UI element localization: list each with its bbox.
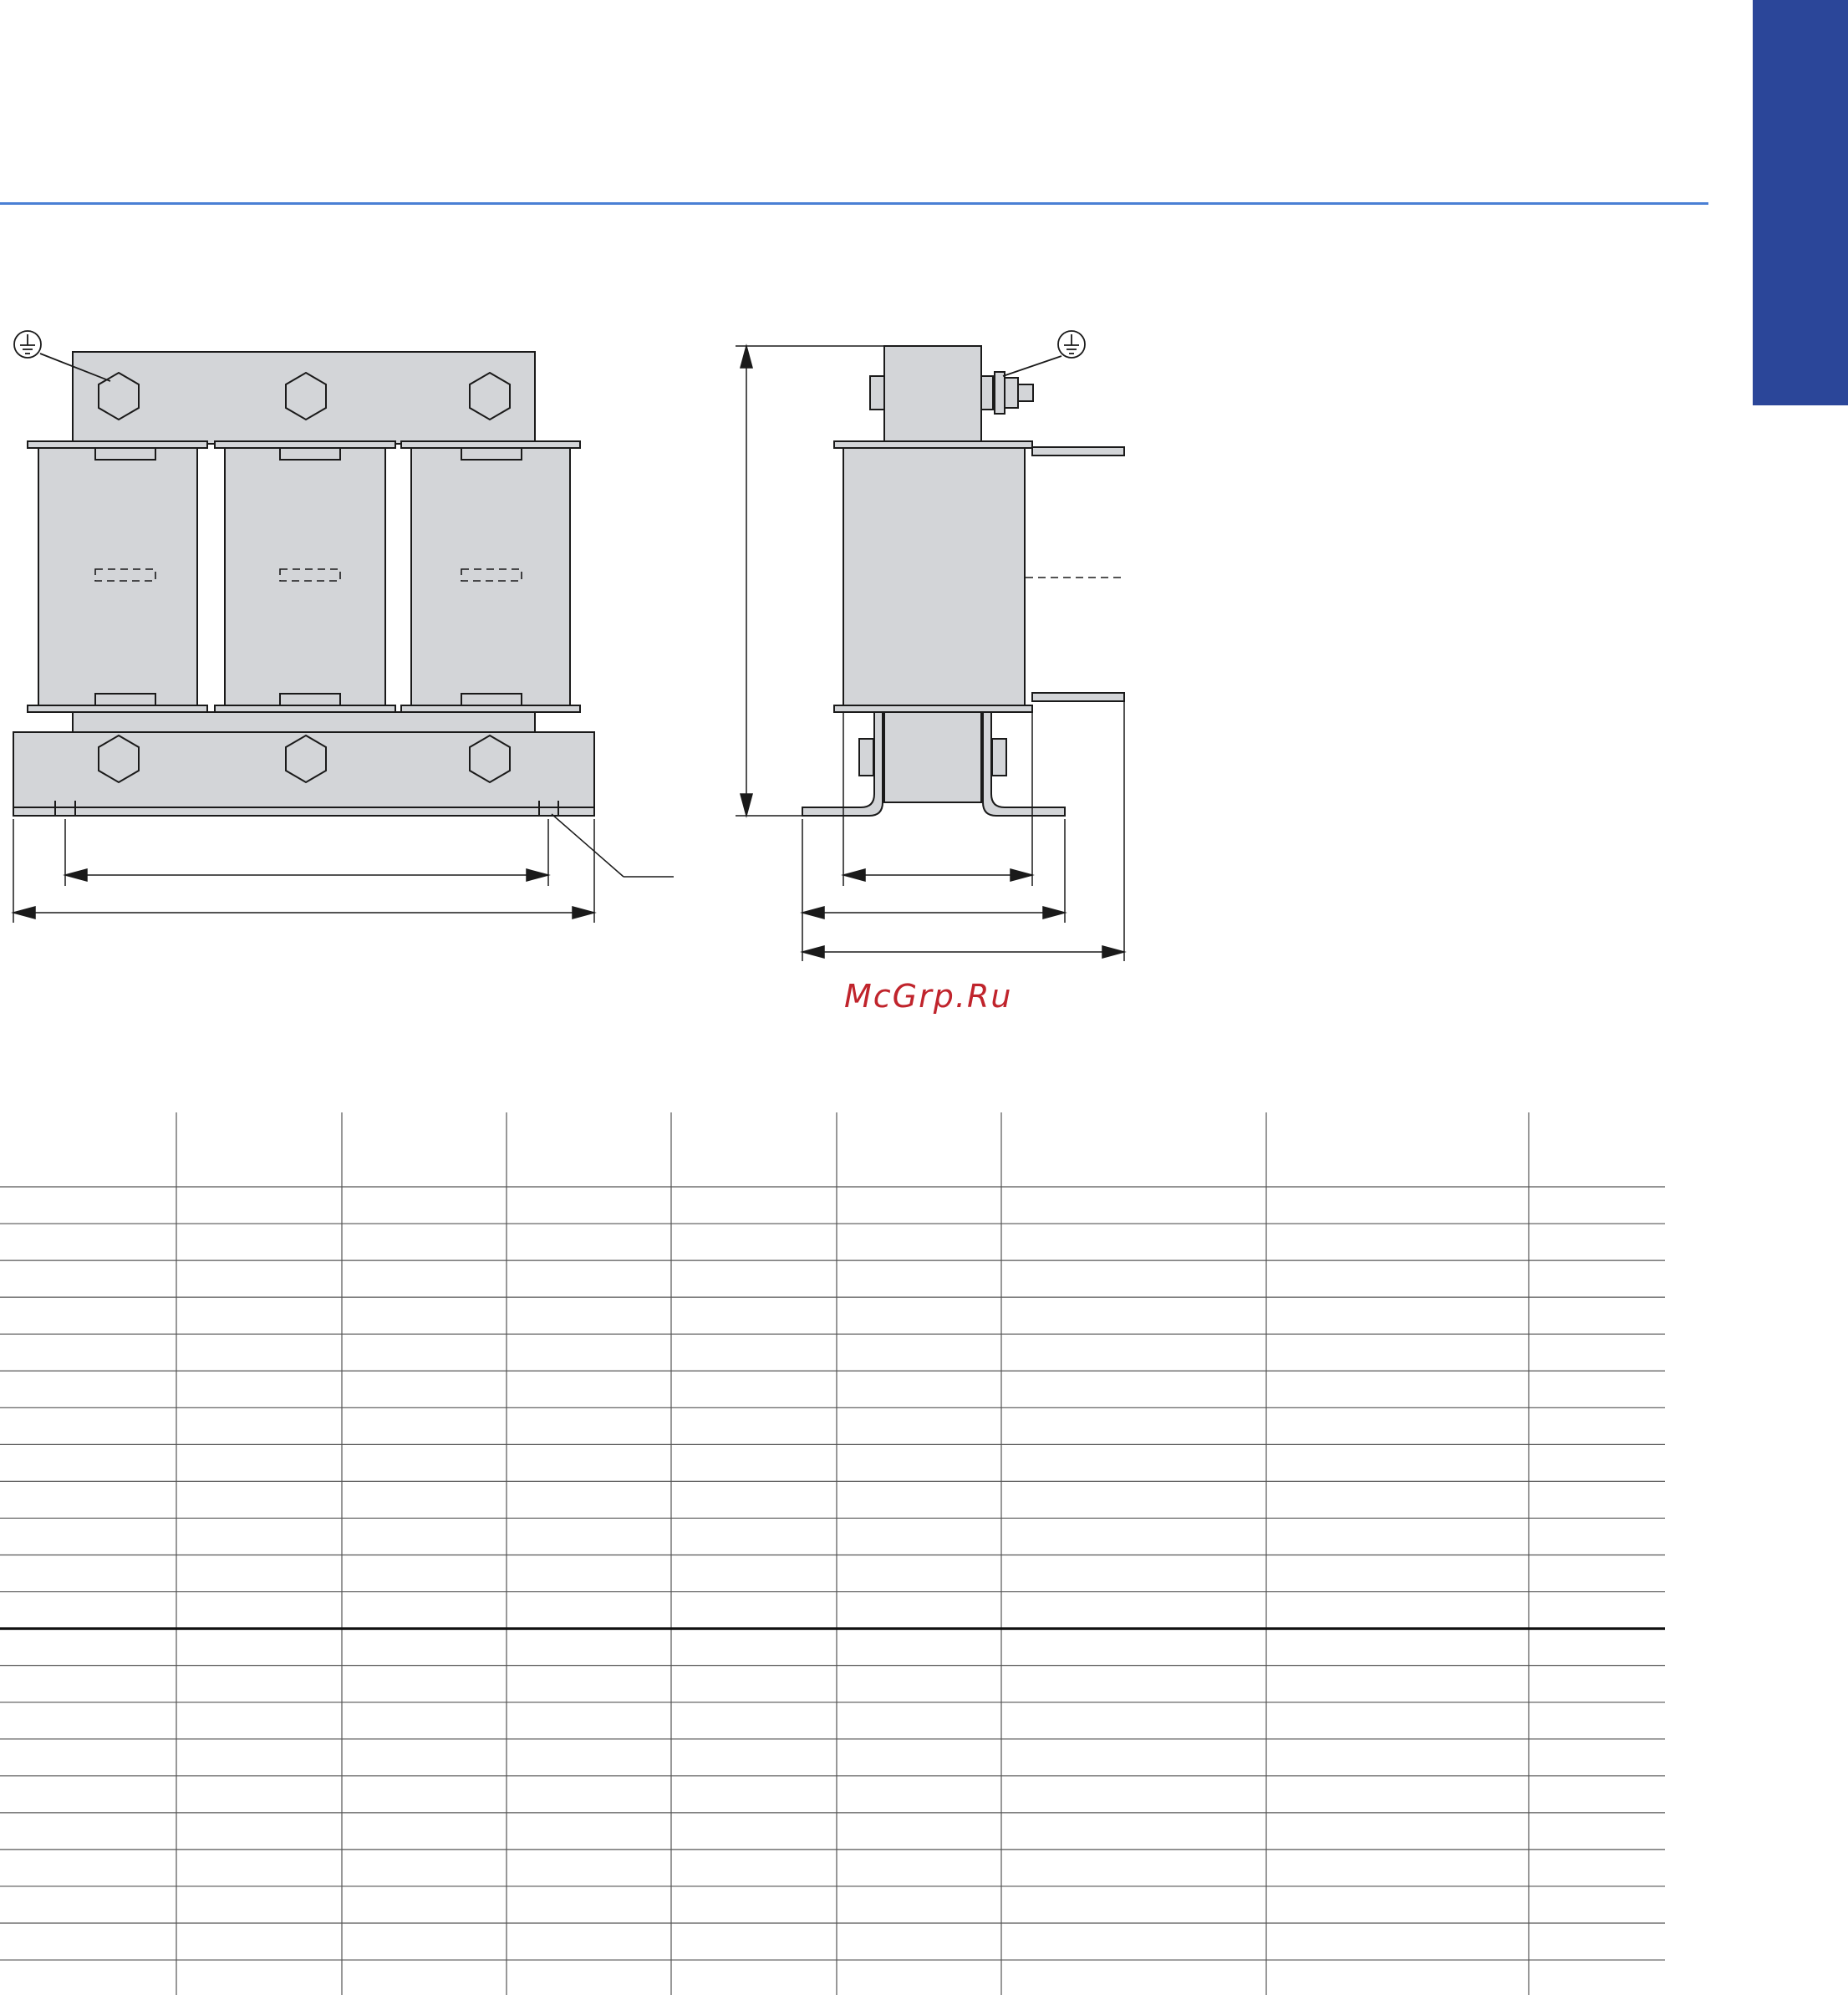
clip [95, 448, 155, 460]
bolt-stud [992, 739, 1006, 776]
lower-core [73, 712, 535, 732]
coil-2 [225, 448, 385, 709]
clip [461, 448, 522, 460]
side-bracket-bottom [1032, 693, 1124, 701]
side-flange-bottom [834, 705, 1032, 712]
nut [1005, 378, 1018, 408]
flange-top-2 [215, 441, 395, 448]
clip [95, 694, 155, 705]
clip [280, 448, 340, 460]
coil-3 [411, 448, 570, 709]
flange-top-1 [28, 441, 207, 448]
terminal [1018, 384, 1033, 401]
data-table-grid [0, 1112, 1665, 1995]
side-bracket-top [1032, 447, 1124, 455]
flange-bottom-2 [215, 705, 395, 712]
coil-1 [38, 448, 197, 709]
side-flange-top [834, 441, 1032, 448]
ground-symbol-icon [1003, 331, 1085, 376]
flange-bottom-3 [401, 705, 580, 712]
bolt-stud [870, 376, 884, 410]
clip [280, 694, 340, 705]
side-top-core [884, 346, 981, 441]
side-coil [843, 448, 1025, 709]
flange-bottom-1 [28, 705, 207, 712]
front-dimensions [13, 814, 674, 923]
flange-top-3 [401, 441, 580, 448]
bolt-stud [981, 376, 993, 410]
clip [461, 694, 522, 705]
washer [995, 372, 1005, 414]
side-bottom-core [884, 712, 981, 802]
bolt-stud [859, 739, 873, 776]
watermark-text: McGrp.Ru [844, 978, 1013, 1015]
